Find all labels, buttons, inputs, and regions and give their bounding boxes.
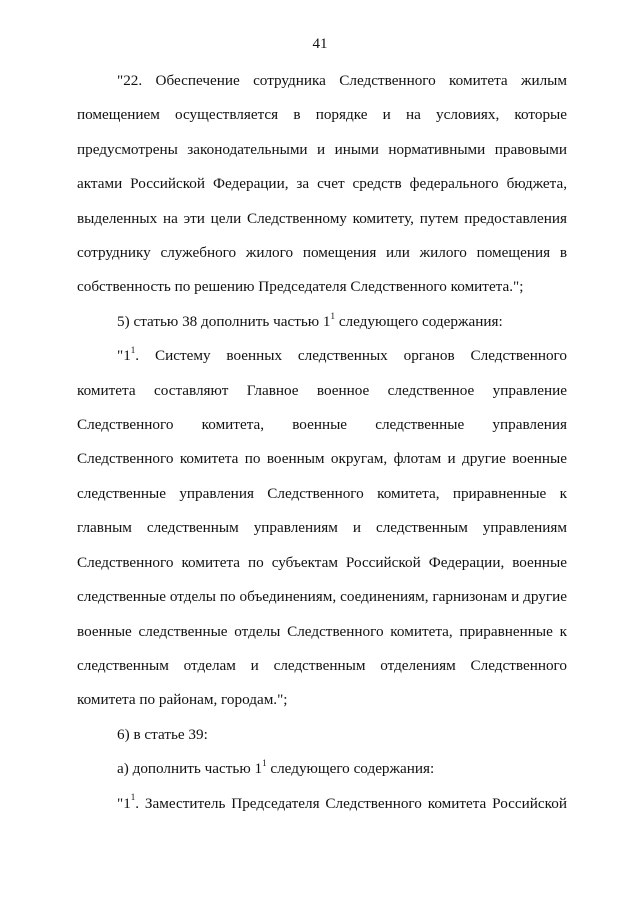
paragraph-article-39-a [77, 752, 567, 786]
page-number: 41 [312, 36, 328, 52]
document-body [77, 64, 567, 821]
paragraph-military-investigative-bodies [77, 339, 567, 717]
superscript-marker: 1 [330, 310, 336, 321]
paragraph-article-38-amendment [77, 305, 567, 339]
article-38-text: 5) статью 38 дополнить частью 1 [117, 312, 331, 330]
paragraph-housing: "22. Обеспечение сотрудника Следственного комитета жилым помещением осуществляется в порядке и на условиях, которые предусмотрены законодательными и иными нормативными правовыми актами Российской Федерации, за счет средств федерального бюджета, выделенных на эти цели Следственному комитету, путем предоставления сотруднику служебного жилого помещения или жилого помещения в собственность по решению Председателя Следственного комитета."; [77, 72, 567, 296]
superscript-marker: 1 [130, 345, 136, 356]
deputy-chairman-text: . Заместитель Председателя Следственного комитета Российской [135, 794, 567, 812]
article-39-a-text-end: следующего содержания: [266, 760, 435, 778]
paragraph-deputy-chairman [77, 787, 567, 821]
article-38-text-end: следующего содержания: [335, 312, 503, 330]
deputy-chairman-quote-start: "1 [117, 794, 131, 812]
military-bodies-quote-start: "1 [117, 347, 131, 365]
superscript-marker: 1 [262, 758, 267, 769]
military-bodies-text: . Систему военных следственных органов Следственного комитета составляют Главное военное следственное управление Следственного комитета, военные следственные управления Следственного комитета по военным округам, флотам и другие военные следственные управления Следственного комитета, приравненные к главным следственным управлениям и следственным управлениям Следственного комитета по субъектам Российской Федерации, военные следственные отделы по объединениям, соединениям, гарнизонам и другие военные следственные отделы Следственного комитета, приравненные к следственным отделам и следственным отделениям Следственного комитета по районам, городам."; [77, 347, 567, 709]
article-39-a-text: а) дополнить частью 1 [117, 760, 263, 778]
superscript-marker: 1 [130, 792, 136, 803]
paragraph-article-39: 6) в статье 39: [117, 725, 208, 743]
